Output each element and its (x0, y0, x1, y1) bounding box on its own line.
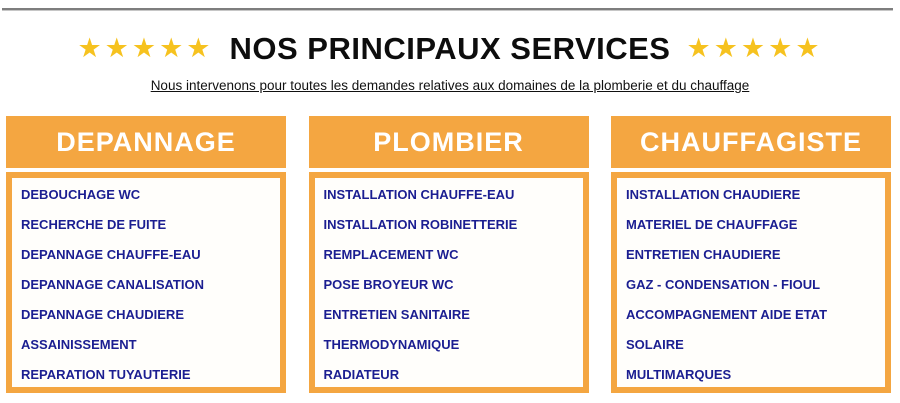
service-item: RECHERCHE DE FUITE (21, 217, 167, 232)
service-card-plombier (309, 116, 589, 393)
service-card-depannage (6, 116, 286, 393)
card-list-plombier (309, 172, 589, 393)
page-title: NOS PRINCIPAUX SERVICES (229, 30, 671, 66)
stars-left-icon: ★★★★★ (77, 32, 214, 63)
service-item: REMPLACEMENT WC (323, 247, 459, 262)
card-title-depannage: DEPANNAGE (6, 116, 286, 168)
service-item: MULTIMARQUES (626, 367, 732, 382)
service-card-chauffagiste (611, 116, 891, 393)
section-header (0, 28, 900, 93)
card-title-plombier: PLOMBIER (309, 116, 589, 168)
stars-right-icon: ★★★★★ (686, 32, 823, 63)
card-list-depannage (6, 172, 286, 393)
service-item: REPARATION TUYAUTERIE (21, 367, 191, 382)
title-row (0, 28, 900, 68)
service-item: MATERIEL DE CHAUFFAGE (626, 217, 798, 232)
service-item: INSTALLATION CHAUDIERE (626, 187, 801, 202)
service-item: ASSAINISSEMENT (21, 337, 137, 352)
service-item: POSE BROYEUR WC (323, 277, 454, 292)
service-item: DEPANNAGE CHAUFFE-EAU (21, 247, 201, 262)
service-cards (6, 116, 891, 393)
service-item: THERMODYNAMIQUE (323, 337, 460, 352)
top-divider (2, 8, 893, 11)
card-title-chauffagiste: CHAUFFAGISTE (611, 116, 891, 168)
service-item: DEPANNAGE CANALISATION (21, 277, 204, 292)
card-list-chauffagiste (611, 172, 891, 393)
service-item: ACCOMPAGNEMENT AIDE ETAT (626, 307, 828, 322)
service-item: DEPANNAGE CHAUDIERE (21, 307, 184, 322)
service-item: ENTRETIEN CHAUDIERE (626, 247, 781, 262)
service-item: ENTRETIEN SANITAIRE (323, 307, 470, 322)
service-item: INSTALLATION ROBINETTERIE (323, 217, 518, 232)
section-subtitle: Nous intervenons pour toutes les demandes relatives aux domaines de la plomberie et du chauffage (150, 78, 750, 93)
service-item: RADIATEUR (323, 367, 400, 382)
service-item: GAZ - CONDENSATION - FIOUL (626, 277, 821, 292)
service-item: SOLAIRE (626, 337, 684, 352)
service-item: INSTALLATION CHAUFFE-EAU (323, 187, 515, 202)
service-item: DEBOUCHAGE WC (21, 187, 141, 202)
